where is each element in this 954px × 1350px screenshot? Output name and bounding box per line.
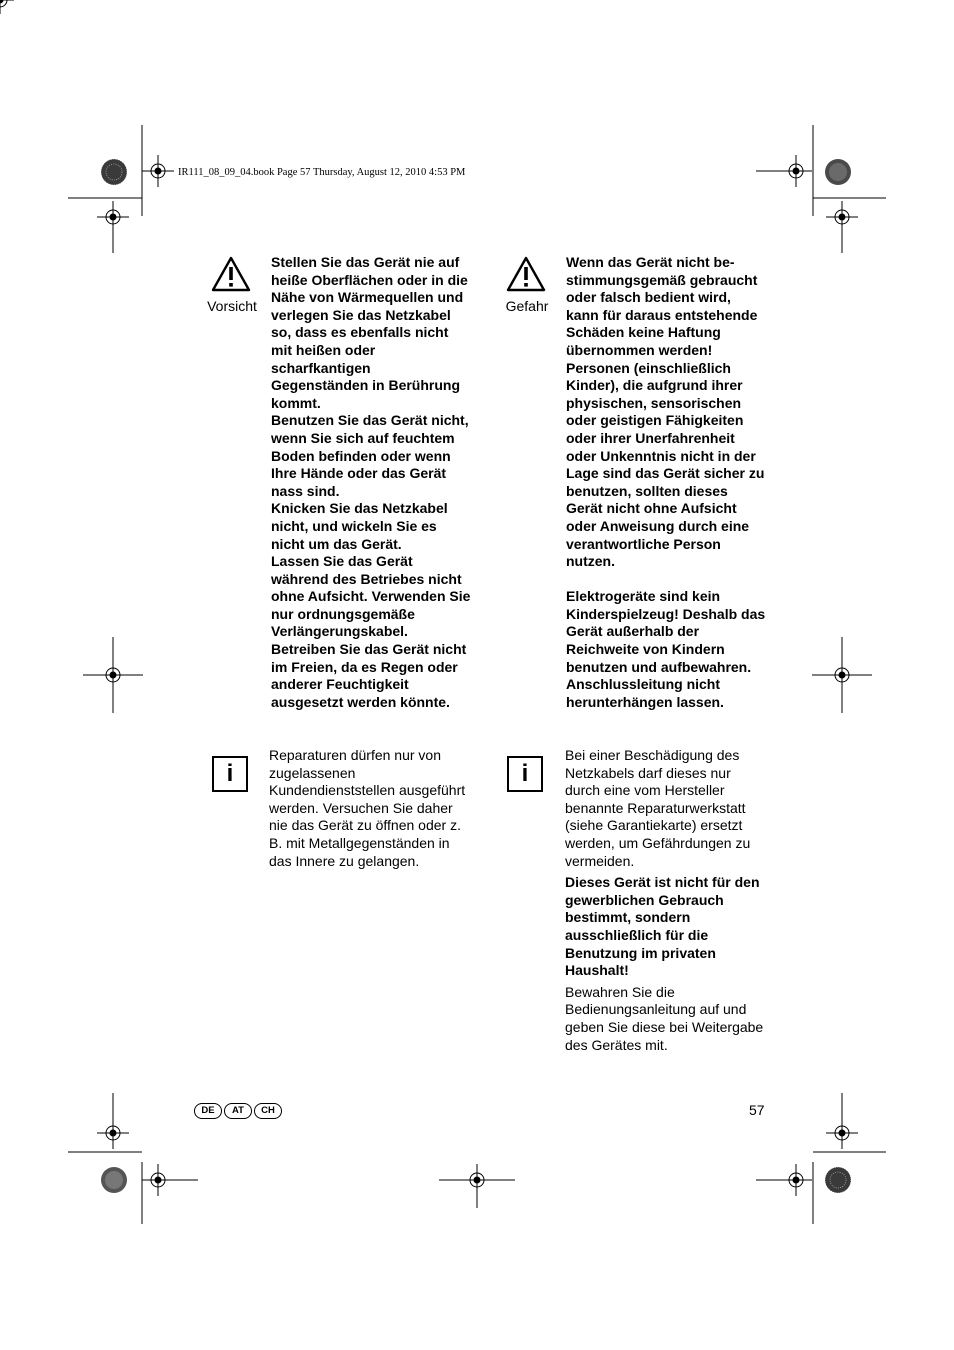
- info-paragraph: Bei einer Beschädigung des Netzkabels darf dieses nur durch eine vom Hersteller benannte Reparaturwerkstatt (siehe Garantiekarte) ersetzt werden, um Gefährdungen zu vermeiden.: [565, 747, 751, 869]
- danger-label: Gefahr: [505, 298, 549, 314]
- right-info-text: [565, 747, 767, 1054]
- country-badge-at: AT: [224, 1103, 252, 1119]
- country-badge-de: DE: [194, 1103, 222, 1119]
- right-warning-text: [566, 254, 766, 711]
- left-warning-text: [271, 254, 471, 711]
- page-number: 57: [749, 1102, 765, 1118]
- left-info-text: Reparaturen dürfen nur von zugelassenen Kundendienststellen ausgeführt werden. Versuchen Sie daher nie das Gerät zu öffnen oder z. B. mit Metallgegenständen in das Innere zu gelangen.: [269, 747, 466, 869]
- warning-paragraph: Lassen Sie das Gerät während des Betriebes nicht ohne Aufsicht. Verwenden Sie nur ordnungsgemäße Verlängerungskabel.: [271, 553, 471, 640]
- warning-paragraph: Elektrogeräte sind kein Kinderspielzeug! Deshalb das Gerät außerhalb der Reichweite von Kindern benutzen und aufbewahren. Anschlussleitung nicht herunterhängen lassen.: [566, 588, 766, 710]
- info-icon: i: [507, 756, 543, 792]
- warning-paragraph: Knicken Sie das Netzkabel nicht, und wickeln Sie es nicht um das Gerät.: [271, 500, 448, 552]
- warning-triangle-icon: [506, 256, 546, 292]
- info-paragraph: Bewahren Sie die Bedienungsanleitung auf und geben Sie diese bei Weitergabe des Gerätes mit.: [565, 983, 764, 1053]
- info-icon: i: [212, 756, 248, 792]
- print-header: IR111_08_09_04.book Page 57 Thursday, August 12, 2010 4:53 PM: [178, 167, 466, 178]
- warning-paragraph: Personen (einschließlich Kinder), die aufgrund ihrer physischen, sensorischen oder geistigen Fähigkeiten oder ihrer Unerfahrenheit oder Unkenntnis nicht in der Lage sind das Gerät sicher zu benutzen, sollten dieses Gerät nicht ohne Aufsicht oder Anweisung durch eine verantwortliche Person nutzen.: [566, 359, 765, 570]
- warning-paragraph: Wenn das Gerät nicht be-stimmungsgemäß gebraucht oder falsch bedient wird, kann für daraus entstehende Schäden keine Haftung übernommen werden!: [566, 254, 758, 358]
- warning-triangle-icon: [211, 256, 251, 292]
- caution-label: Vorsicht: [207, 298, 257, 314]
- country-badges: [194, 1103, 282, 1119]
- info-paragraph-bold: Dieses Gerät ist nicht für den gewerblichen Gebrauch bestimmt, sondern ausschließlich für die Benutzung im privaten Haushalt!: [565, 874, 760, 979]
- country-badge-ch: CH: [254, 1103, 282, 1119]
- warning-paragraph: Stellen Sie das Gerät nie auf heiße Oberflächen oder in die Nähe von Wärmequellen und verlegen Sie das Netzkabel so, dass es ebenfalls nicht mit heißen oder scharfkantigen Gegenständen in Berührung kommt.: [271, 254, 468, 411]
- warning-paragraph: Benutzen Sie das Gerät nicht, wenn Sie sich auf feuchtem Boden befinden oder wenn Ihre Hände oder das Gerät nass sind.: [271, 412, 469, 499]
- warning-paragraph: Betreiben Sie das Gerät nicht im Freien, da es Regen oder anderer Feuchtigkeit ausgesetzt werden könnte.: [271, 641, 467, 710]
